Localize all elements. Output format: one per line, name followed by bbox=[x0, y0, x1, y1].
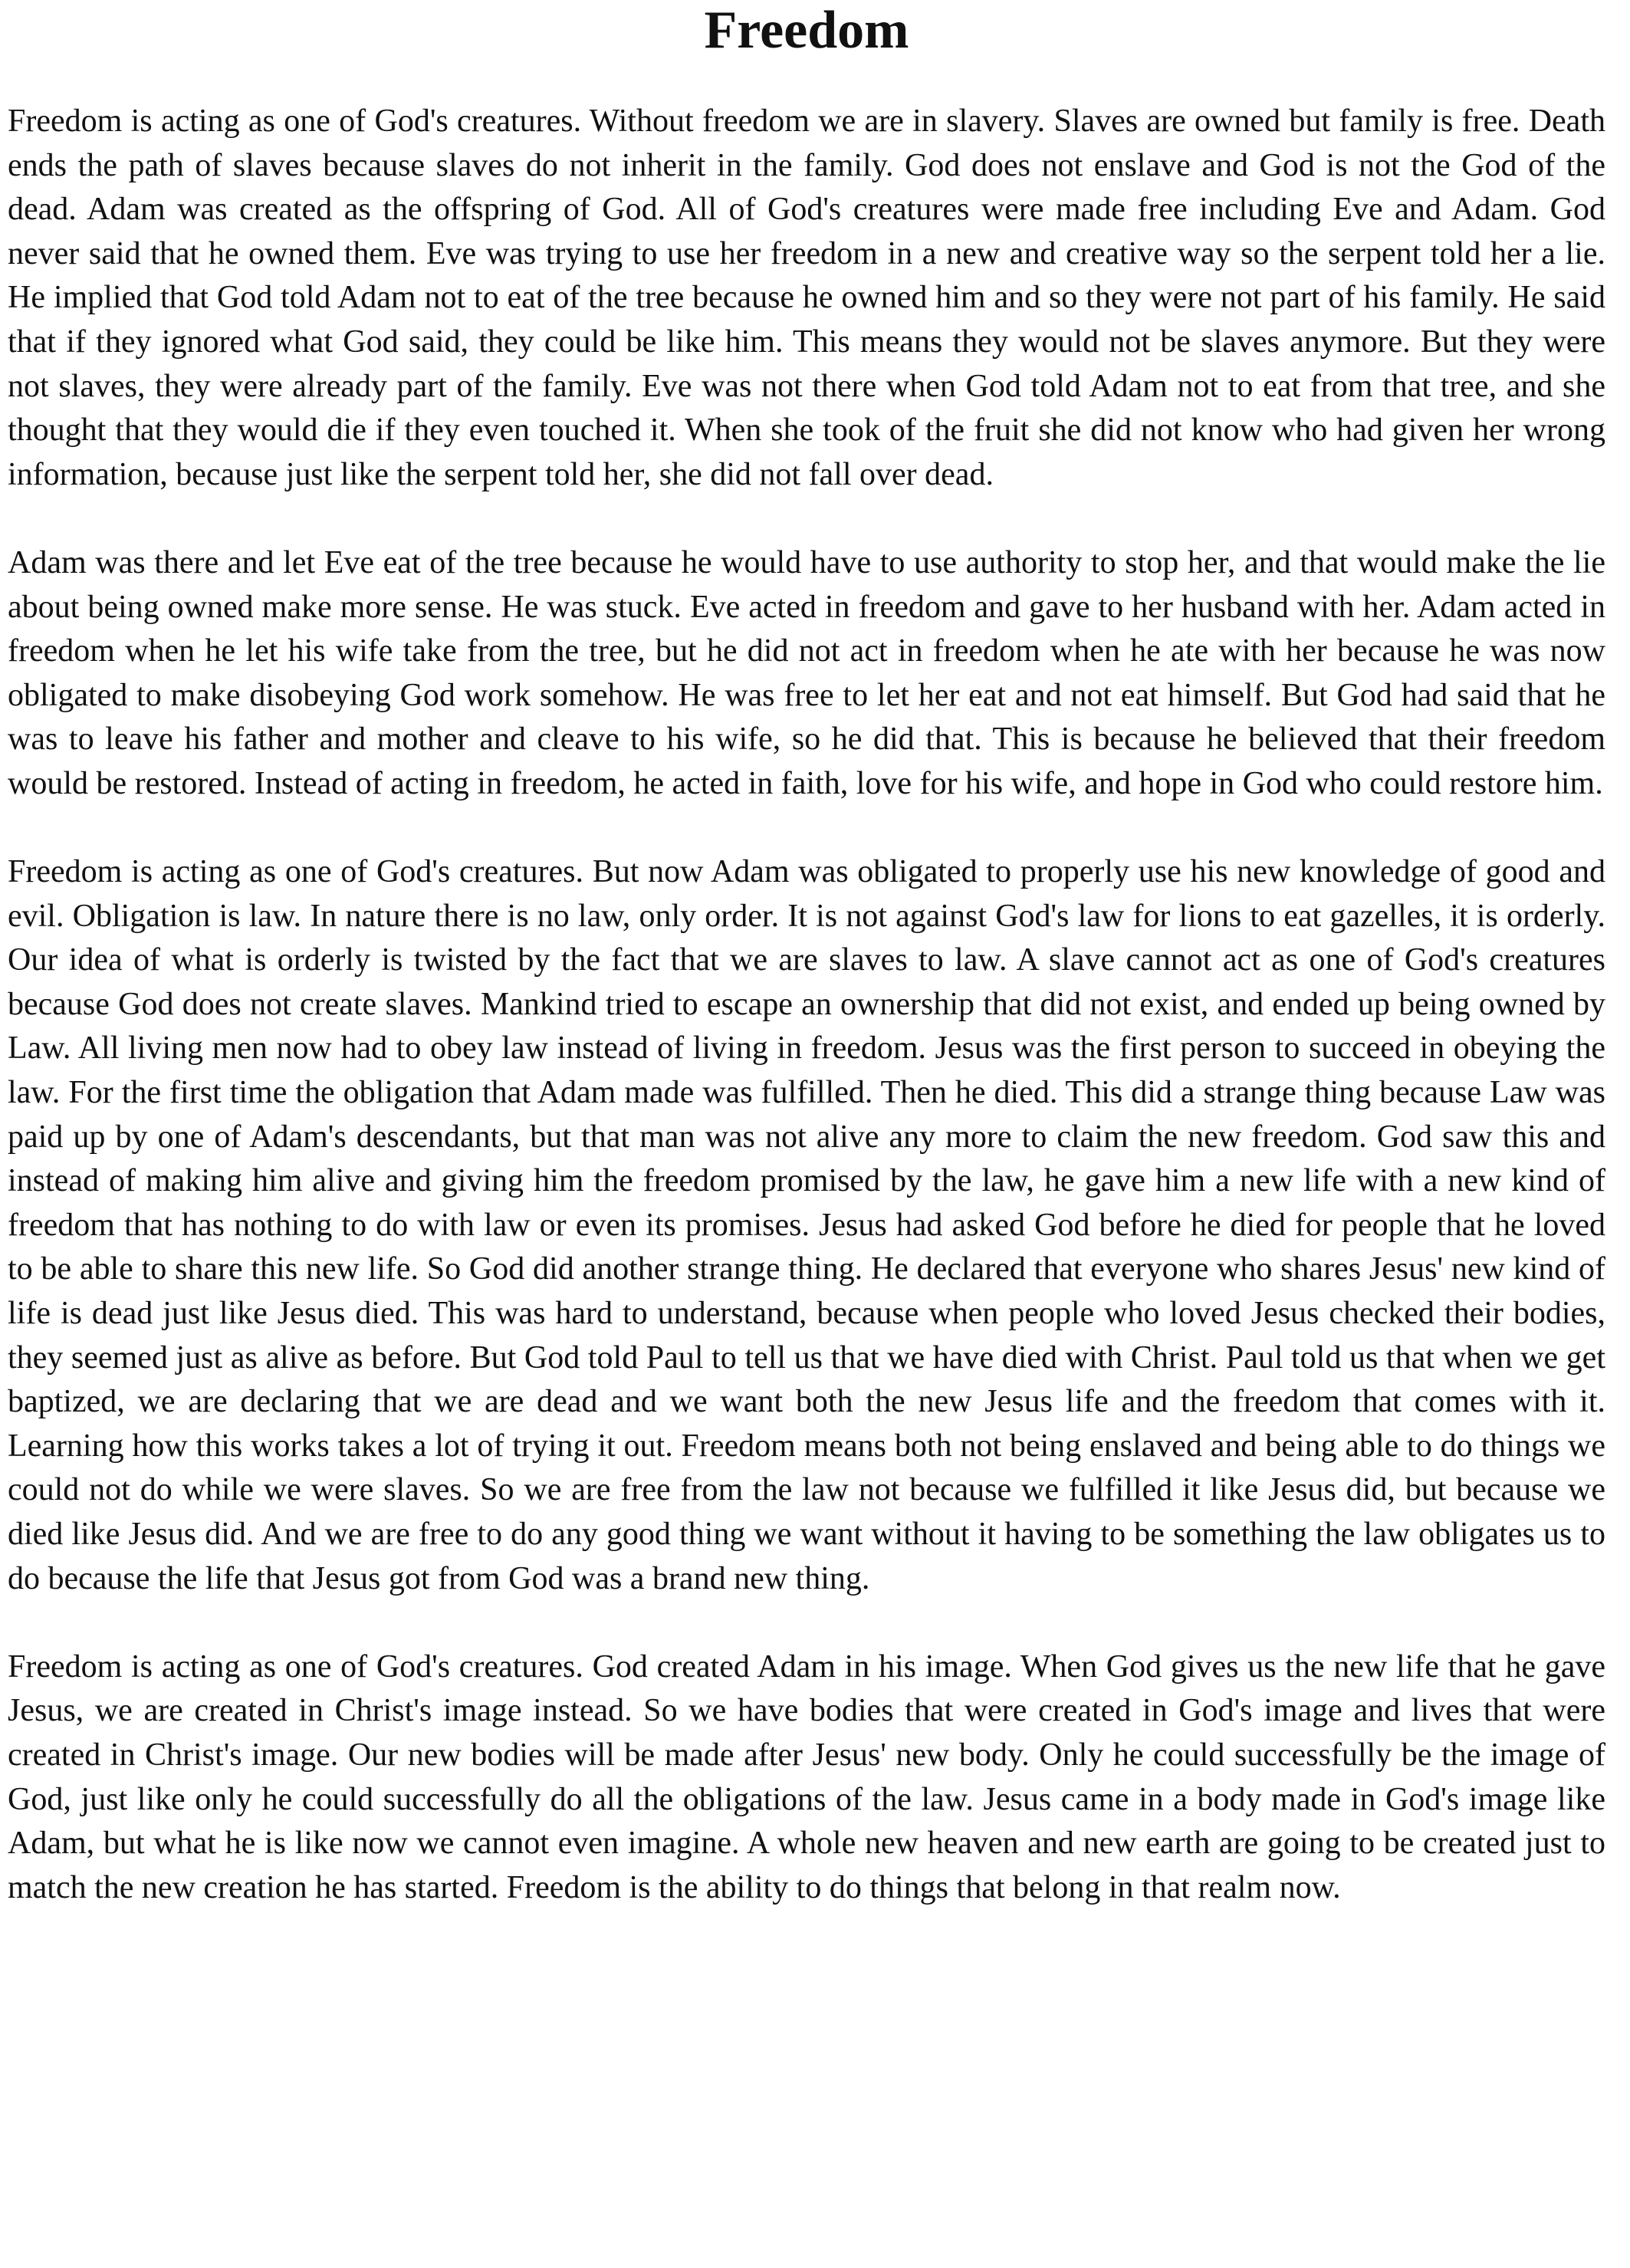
document-page bbox=[8, 0, 1605, 1910]
paragraph-2: Adam was there and let Eve eat of the tree because he would have to use authority to stop her, and that would make the lie about being owned make more sense. He was stuck. Eve acted in freedom and gave to her husband with her. Adam acted in freedom when he let his wife take from the tree, but he did not act in freedom when he ate with her because he was now obligated to make disobeying God work somehow. He was free to let her eat and not eat himself. But God had said that he was to leave his father and mother and cleave to his wife, so he did that. This is because he believed that their freedom would be restored. Instead of acting in freedom, he acted in faith, love for his wife, and hope in God who could restore him. bbox=[8, 544, 1605, 801]
paragraph-3: Freedom is acting as one of God's creatures. But now Adam was obligated to properly use his new knowledge of good and evil. Obligation is law. In nature there is no law, only order. It is not against God's law for lions to eat gazelles, it is orderly. Our idea of what is orderly is twisted by the fact that we are slaves to law. A slave cannot act as one of God's creatures because God does not create slaves. Mankind tried to escape an ownership that did not exist, and ended up being owned by Law. All living men now had to obey law instead of living in freedom. Jesus was the first person to succeed in obeying the law. For the first time the obligation that Adam made was fulfilled. Then he died. This did a strange thing because Law was paid up by one of Adam's descendants, but that man was not alive any more to claim the new freedom. God saw this and instead of making him alive and giving him the freedom promised by the law, he gave him a new life with a new kind of freedom that has nothing to do with law or even its promises. Jesus had asked God before he died for people that he loved to be able to share this new life. So God did another strange thing. He declared that everyone who shares Jesus' new kind of life is dead just like Jesus died. This was hard to understand, because when people who loved Jesus checked their bodies, they seemed just as alive as before. But God told Paul to tell us that we have died with Christ. Paul told us that when we get baptized, we are declaring that we are dead and we want both the new Jesus life and the freedom that comes with it. Learning how this works takes a lot of trying it out. Freedom means both not being enslaved and being able to do things we could not do while we were slaves. So we are free from the law not because we fulfilled it like Jesus did, but because we died like Jesus did. And we are free to do any good thing we want without it having to be something the law obligates us to do because the life that Jesus got from God was a brand new thing. bbox=[8, 854, 1605, 1596]
paragraph-4: Freedom is acting as one of God's creatures. God created Adam in his image. When God gives us the new life that he gave Jesus, we are created in Christ's image instead. So we have bodies that were created in God's image and lives that were created in Christ's image. Our new bodies will be made after Jesus' new body. Only he could successfully be the image of God, just like only he could successfully do all the obligations of the law. Jesus came in a body made in God's image like Adam, but what he is like now we cannot even imagine. A whole new heaven and new earth are going to be created just to match the new creation he has started. Freedom is the ability to do things that belong in that realm now. bbox=[8, 1648, 1605, 1905]
page-title: Freedom bbox=[704, 1, 909, 60]
paragraph-1: Freedom is acting as one of God's creatures. Without freedom we are in slavery. Slaves are owned but family is free. Death ends the path of slaves because slaves do not inherit in the family. God does not enslave and God is not the God of the dead. Adam was created as the offspring of God. All of God's creatures were made free including Eve and Adam. God never said that he owned them. Eve was trying to use her freedom in a new and creative way so the serpent told her a lie. He implied that God told Adam not to eat of the tree because he owned him and so they were not part of his family. He said that if they ignored what God said, they could be like him. This means they would not be slaves anymore. But they were not slaves, they were already part of the family. Eve was not there when God told Adam not to eat from that tree, and she thought that they would die if they even touched it. When she took of the fruit she did not know who had given her wrong information, because just like the serpent told her, she did not fall over dead. bbox=[8, 104, 1605, 492]
